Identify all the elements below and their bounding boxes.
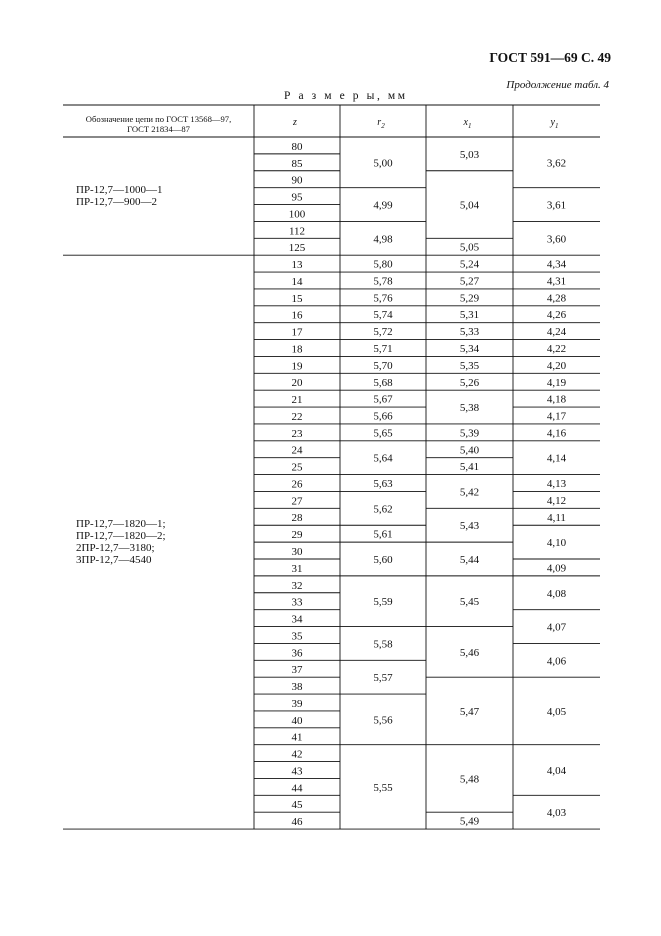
r2-value: 5,58 xyxy=(373,638,393,651)
x1-value: 5,05 xyxy=(459,241,480,254)
x1-value: 5,27 xyxy=(459,275,480,288)
x1-value: 5,42 xyxy=(459,486,480,499)
r2-value: 5,56 xyxy=(373,714,393,727)
x1-value: 5,39 xyxy=(459,427,480,440)
r2-value: 5,00 xyxy=(373,157,393,170)
header-designation: Обозначение цепи по ГОСТ 13568—97, xyxy=(85,114,232,124)
x1-value: 5,49 xyxy=(459,815,480,828)
z-value: 100 xyxy=(288,208,306,221)
z-value: 31 xyxy=(291,562,303,575)
y1-value: 4,31 xyxy=(546,275,567,288)
r2-value: 5,60 xyxy=(373,554,393,566)
header-x1: $x_1$ xyxy=(463,117,472,130)
header-designation-line2: ГОСТ 21834—87 xyxy=(127,124,190,134)
z-value: 42 xyxy=(291,748,303,761)
y1-value: 4,07 xyxy=(546,621,567,634)
x1-value: 5,44 xyxy=(459,554,480,566)
z-value: 24 xyxy=(291,444,303,457)
z-value: 29 xyxy=(291,529,303,542)
r2-value: 5,76 xyxy=(373,292,393,305)
r2-value: 5,78 xyxy=(373,275,393,288)
sizes-caption: Р а з м е р ы, мм xyxy=(284,90,408,102)
y1-value: 4,05 xyxy=(546,705,567,718)
y1-value: 4,10 xyxy=(546,537,567,550)
x1-value: 5,46 xyxy=(459,646,480,659)
r2-value: 5,62 xyxy=(373,503,393,516)
r2-value: 5,68 xyxy=(373,376,393,389)
z-value: 112 xyxy=(288,225,306,238)
x1-value: 5,04 xyxy=(459,199,480,212)
z-value: 36 xyxy=(291,647,303,660)
designation-text: ПР-12,7—1820—1; xyxy=(76,518,166,531)
z-value: 17 xyxy=(291,326,303,339)
y1-value: 4,24 xyxy=(546,326,567,339)
z-value: 15 xyxy=(291,292,303,305)
x1-value: 5,38 xyxy=(459,402,480,415)
r2-value: 5,59 xyxy=(373,596,393,609)
y1-value: 4,17 xyxy=(546,410,567,423)
y1-value: 4,18 xyxy=(546,393,567,406)
r2-value: 5,64 xyxy=(373,452,393,465)
designation-text: ПР-12,7—1000—1 xyxy=(76,184,163,197)
z-value: 85 xyxy=(291,157,303,170)
r2-value: 5,66 xyxy=(373,410,393,423)
y1-value: 4,28 xyxy=(546,292,567,305)
z-value: 95 xyxy=(291,191,303,204)
header-z: z xyxy=(293,117,297,128)
y1-value: 4,06 xyxy=(546,655,567,668)
r2-value: 5,70 xyxy=(373,359,393,372)
z-value: 30 xyxy=(291,546,303,558)
z-value: 44 xyxy=(291,782,303,795)
z-value: 33 xyxy=(291,596,303,609)
r2-value: 4,98 xyxy=(373,233,393,246)
z-value: 40 xyxy=(291,714,303,727)
z-value: 32 xyxy=(291,579,303,592)
z-value: 34 xyxy=(291,613,303,626)
x1-value: 5,43 xyxy=(459,520,480,533)
y1-value: 4,11 xyxy=(547,511,566,524)
y1-value: 4,16 xyxy=(546,427,567,440)
x1-value: 5,31 xyxy=(459,309,480,322)
z-value: 27 xyxy=(291,495,303,508)
z-value: 14 xyxy=(291,275,303,288)
x1-value: 5,33 xyxy=(459,326,480,339)
x1-value: 5,45 xyxy=(459,596,480,609)
z-value: 37 xyxy=(291,664,303,677)
r2-value: 5,80 xyxy=(373,258,393,271)
table-continuation-label: Продолжение табл. 4 xyxy=(506,79,609,91)
y1-value: 4,13 xyxy=(546,478,567,491)
z-value: 26 xyxy=(291,478,303,491)
r2-value: 5,65 xyxy=(373,427,393,440)
header-r2: $r_2$ xyxy=(377,117,385,130)
z-value: 43 xyxy=(291,765,303,778)
x1-value: 5,24 xyxy=(459,258,480,271)
z-value: 13 xyxy=(291,259,303,272)
designation-text: ПР-12,7—900—2 xyxy=(76,196,157,209)
y1-value: 4,26 xyxy=(546,309,567,322)
y1-value: 4,22 xyxy=(546,343,567,355)
x1-value: 5,03 xyxy=(459,148,480,161)
designation-text: ПР-12,7—1820—2; xyxy=(76,530,166,543)
r2-value: 5,61 xyxy=(373,528,393,541)
z-value: 19 xyxy=(291,360,303,373)
y1-value: 4,03 xyxy=(546,807,567,820)
z-value: 80 xyxy=(291,140,303,153)
z-value: 21 xyxy=(291,394,303,407)
x1-value: 5,41 xyxy=(459,461,480,474)
z-value: 46 xyxy=(291,816,303,829)
document-reference: ГОСТ 591—69 С. 49 xyxy=(489,50,611,65)
z-value: 38 xyxy=(291,681,303,694)
z-value: 39 xyxy=(291,697,303,710)
y1-value: 4,14 xyxy=(546,452,567,465)
x1-value: 5,26 xyxy=(459,376,480,389)
y1-value: 4,12 xyxy=(546,494,567,507)
x1-value: 5,35 xyxy=(459,359,480,372)
y1-value: 4,08 xyxy=(546,587,567,600)
r2-value: 5,63 xyxy=(373,478,393,491)
z-value: 23 xyxy=(291,427,303,440)
x1-value: 5,48 xyxy=(459,773,480,786)
r2-value: 5,72 xyxy=(373,326,393,339)
z-value: 90 xyxy=(291,174,303,187)
r2-value: 4,99 xyxy=(373,199,393,212)
header-y1: $y_1$ xyxy=(550,117,559,130)
r2-value: 5,55 xyxy=(373,781,393,794)
z-value: 28 xyxy=(291,512,303,525)
r2-value: 5,67 xyxy=(373,393,393,406)
r2-value: 5,57 xyxy=(373,672,393,685)
x1-value: 5,29 xyxy=(459,292,480,305)
x1-value: 5,40 xyxy=(459,444,480,457)
x1-value: 5,34 xyxy=(459,343,480,355)
y1-value: 4,09 xyxy=(546,562,567,575)
y1-value: 4,04 xyxy=(546,765,567,777)
z-value: 16 xyxy=(291,309,303,322)
y1-value: 3,61 xyxy=(546,199,567,212)
z-value: 20 xyxy=(291,377,303,390)
z-value: 35 xyxy=(291,630,303,643)
y1-value: 3,62 xyxy=(546,157,567,170)
designation-text: 2ПР-12,7—3180; xyxy=(76,542,155,555)
y1-value: 4,34 xyxy=(546,258,567,271)
y1-value: 3,60 xyxy=(546,233,567,246)
r2-value: 5,71 xyxy=(373,343,393,355)
z-value: 125 xyxy=(288,242,306,255)
z-value: 25 xyxy=(291,461,303,474)
z-value: 45 xyxy=(291,799,303,812)
designation-text: 3ПР-12,7—4540 xyxy=(76,554,152,567)
x1-value: 5,47 xyxy=(459,705,480,718)
y1-value: 4,20 xyxy=(546,359,567,372)
r2-value: 5,74 xyxy=(373,309,393,322)
z-value: 18 xyxy=(291,343,303,356)
y1-value: 4,19 xyxy=(546,376,567,389)
z-value: 41 xyxy=(291,731,303,744)
z-value: 22 xyxy=(291,410,303,423)
